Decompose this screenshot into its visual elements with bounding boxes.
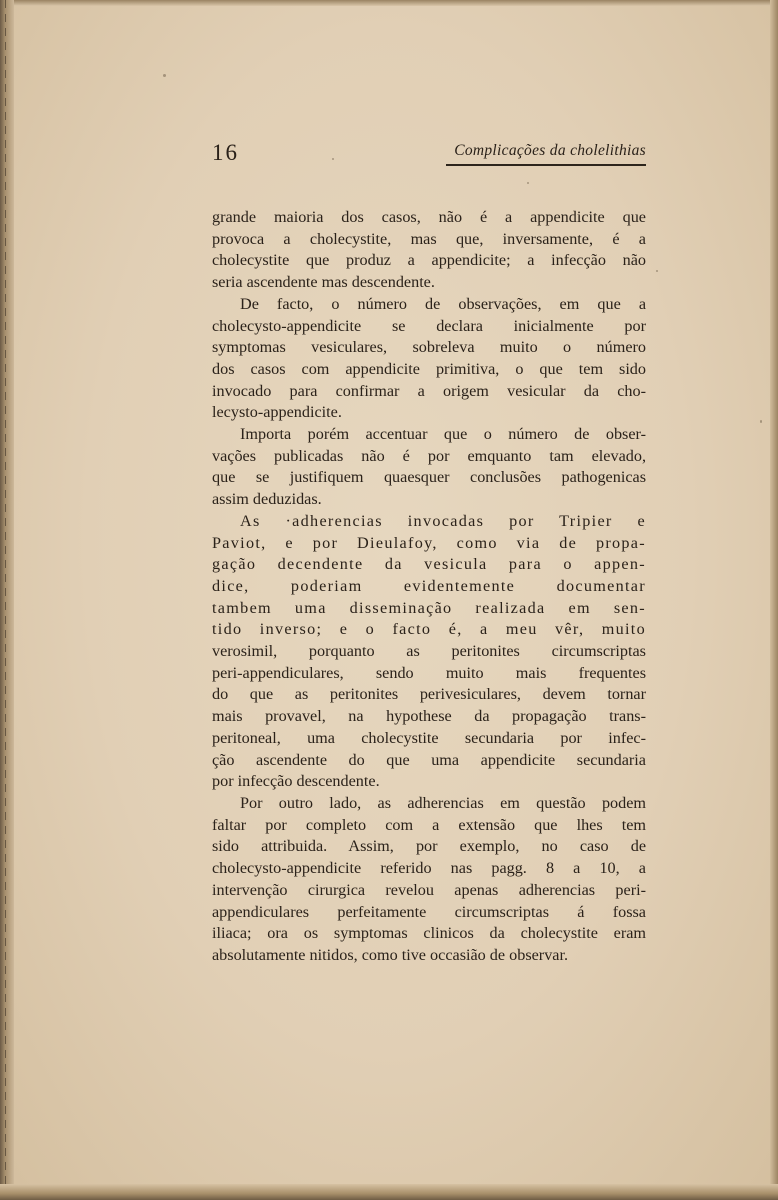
text-line: dos casos com appendicite primitiva, o que tem sido bbox=[212, 359, 646, 378]
text-line: que se justifiquem quaesquer conclusões pathogenicas bbox=[212, 468, 646, 487]
paragraph bbox=[212, 207, 646, 294]
text-line: faltar por completo com a extensão que lhes tem bbox=[212, 815, 646, 834]
text-line: cholecysto-appendicite se declara inicialmente por bbox=[212, 316, 646, 335]
page-edge-left bbox=[0, 0, 14, 1200]
text-line: cholecystite que produz a appendicite; a infecção não bbox=[212, 251, 646, 270]
text-line: symptomas vesiculares, sobreleva muito o número bbox=[212, 338, 646, 357]
text-line: gação decendente da vesicula para o appen- bbox=[212, 555, 646, 574]
paper-speck bbox=[656, 270, 658, 272]
text-line: sido attribuida. Assim, por exemplo, no caso de bbox=[212, 837, 646, 856]
text-line: seria ascendente mas descendente. bbox=[212, 273, 435, 292]
paragraph bbox=[212, 511, 646, 793]
paper-speck bbox=[163, 74, 166, 77]
page-edge-right bbox=[770, 0, 778, 1200]
page-edge-bottom bbox=[0, 1184, 778, 1200]
text-line: tido inverso; e o facto é, a meu vêr, muito bbox=[212, 620, 646, 639]
text-line: Importa porém accentuar que o número de obser- bbox=[240, 425, 646, 444]
page-edge-top bbox=[0, 0, 778, 6]
text-line: De facto, o número de observações, em que a bbox=[240, 294, 646, 313]
text-line: iliaca; ora os symptomas clinicos da cholecystite eram bbox=[212, 924, 646, 943]
text-line: absolutamente nitidos, como tive occasião de observar. bbox=[212, 945, 569, 964]
page-number: 16 bbox=[212, 140, 239, 165]
text-line: provoca a cholecystite, mas que, inversamente, é a bbox=[212, 229, 646, 248]
text-line: invocado para confirmar a origem vesicular da cho- bbox=[212, 381, 646, 400]
text-line: vações publicadas não é por emquanto tam elevado, bbox=[212, 446, 646, 465]
paper-speck bbox=[760, 420, 762, 423]
text-line: peritoneal, uma cholecystite secundaria por infec- bbox=[212, 728, 646, 747]
text-line: Por outro lado, as adherencias em questão podem bbox=[240, 793, 646, 812]
text-line: do que as peritonites perivesiculares, devem tornar bbox=[212, 685, 646, 704]
text-line: mais provavel, na hypothese da propagação trans- bbox=[212, 707, 646, 726]
header-rule bbox=[446, 164, 646, 166]
text-line: grande maioria dos casos, não é a appendicite que bbox=[212, 208, 646, 226]
text-line: ção ascendente do que uma appendicite secundaria bbox=[212, 750, 646, 769]
paragraph bbox=[212, 424, 646, 511]
text-line: Paviot, e por Dieulafoy, como via de propa- bbox=[212, 533, 646, 552]
page-header bbox=[212, 140, 646, 168]
text-line: lecysto-appendicite. bbox=[212, 403, 342, 422]
text-line: verosimil, porquanto as peritonites circumscriptas bbox=[212, 642, 646, 661]
text-line: por infecção descendente. bbox=[212, 772, 380, 791]
paper-speck bbox=[527, 182, 529, 184]
paragraph bbox=[212, 294, 646, 424]
text-line: appendiculares perfeitamente circumscriptas á fossa bbox=[212, 902, 646, 921]
text-line: As ·adherencias invocadas por Tripier e bbox=[240, 511, 646, 530]
body-text bbox=[212, 207, 646, 967]
text-line: intervenção cirurgica revelou apenas adherencias peri- bbox=[212, 880, 646, 899]
paragraph bbox=[212, 793, 646, 967]
text-line: peri-appendiculares, sendo muito mais frequentes bbox=[212, 663, 646, 682]
text-line: tambem uma disseminação realizada em sen- bbox=[212, 598, 646, 617]
running-head: Complicações da cholelithias bbox=[454, 142, 646, 159]
text-line: assim deduzidas. bbox=[212, 490, 322, 509]
text-line: dice, poderiam evidentemente documentar bbox=[212, 576, 646, 595]
text-line: cholecysto-appendicite referido nas pagg. 8 a 10, a bbox=[212, 859, 646, 878]
